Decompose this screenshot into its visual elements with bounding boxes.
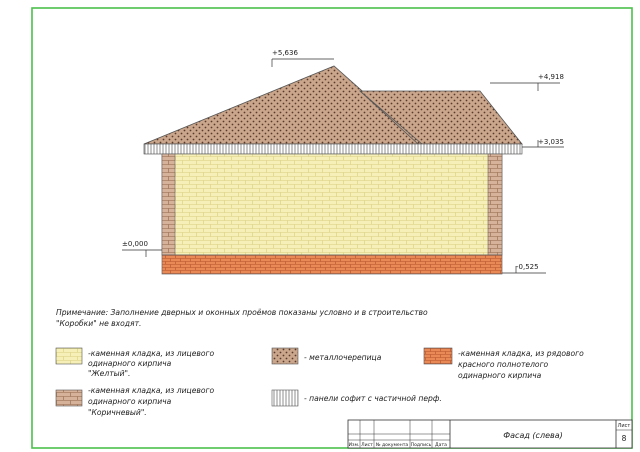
soffit-band xyxy=(144,144,522,154)
legend-yellow-line-2: одинарного кирпича xyxy=(88,359,172,368)
legend-brown-line-2: одинарного кирпича xyxy=(88,397,172,406)
elevation-eave xyxy=(522,138,564,147)
elevation-top xyxy=(272,49,334,67)
legend-swatch-red xyxy=(424,348,452,364)
legend-swatch-tile xyxy=(272,348,298,364)
legend-brown-line-3: "Коричневый". xyxy=(88,408,147,417)
legend-tile-label: - металлочерепица xyxy=(304,353,382,362)
note-line-2: "Коробки" не входят. xyxy=(56,319,142,328)
legend-yellow-line-1: -каменная кладка, из лицевого xyxy=(88,349,215,358)
elevation-basement xyxy=(502,263,546,273)
svg-text:±0,000: ±0,000 xyxy=(122,240,148,248)
corner-brick-left xyxy=(162,154,175,255)
stamp-col-sign: Подпись xyxy=(410,443,432,448)
elevation-ridge2 xyxy=(490,73,564,91)
legend-swatch-soffit xyxy=(272,390,298,406)
elevation-ground xyxy=(122,240,162,257)
stamp-col-izm: Изм. xyxy=(348,443,360,448)
legend-swatch-yellow xyxy=(56,348,82,364)
legend-brown-line-1: -каменная кладка, из лицевого xyxy=(88,386,215,395)
stamp-sheet-label: Лист xyxy=(617,423,631,429)
svg-text:+3,035: +3,035 xyxy=(538,138,564,146)
svg-text:+5,636: +5,636 xyxy=(272,49,298,57)
svg-text:-0,525: -0,525 xyxy=(516,263,539,271)
legend-swatch-brown xyxy=(56,390,82,406)
title-block xyxy=(348,420,632,448)
legend-yellow-line-3: "Желтый". xyxy=(88,369,131,378)
stamp-col-date: Дата xyxy=(435,443,447,448)
legend-red-line-2: красного полнотелого xyxy=(458,360,549,369)
legend-soffit-label: - панели софит с частичной перф. xyxy=(304,394,442,403)
corner-brick-right xyxy=(488,154,502,255)
legend-red-line-1: -каменная кладка, из рядового xyxy=(458,349,584,358)
stamp-title: Фасад (слева) xyxy=(503,431,563,440)
plinth-red-brick xyxy=(162,255,502,274)
wall-yellow-brick xyxy=(162,154,502,255)
note-line-1: Примечание: Заполнение дверных и оконных проёмов показаны условно и в строительство xyxy=(56,308,428,317)
stamp-col-list: Лист xyxy=(361,443,373,448)
legend-red-line-3: одинарного кирпича xyxy=(458,371,542,380)
svg-text:+4,918: +4,918 xyxy=(538,73,564,81)
stamp-sheet-no: 8 xyxy=(621,434,627,443)
stamp-col-doc: № документа xyxy=(375,443,409,448)
